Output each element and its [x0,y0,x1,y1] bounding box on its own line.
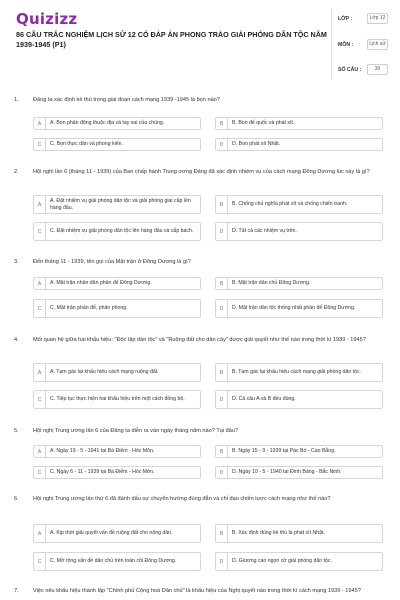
answer-option-d[interactable]: D D. Bọn phát xít Nhật. [215,138,383,151]
question-count-value: 30 [367,64,388,75]
answer-option-a[interactable]: A A. Đặt nhiệm vụ giải phóng dân tộc và giải phóng giai cấp lên hàng đầu. [33,195,201,214]
worksheet-header [0,0,400,84]
question-number: 6. [14,496,19,502]
question-text: Hội nghị Trung ương lần thứ 6 đã đánh dấu sự chuyển hướng đúng đắn và chỉ đạo chiến lược cách mạng như thế nào? [33,496,331,502]
question-text: Hội nghị lần 6 (tháng 11 - 1939) của Ban chấp hành Trung ương Đảng đã xác định nhiệm vụ của cách mạng Đông Dương lúc này là gì? [33,169,370,175]
question-number: 7. [14,588,19,594]
answer-option-c[interactable]: C C. Tiếp tục thực hiện hai khẩu hiệu trên một cách đồng bộ. [33,390,201,409]
answer-option-d[interactable]: D D. Mặt trận dân tộc thống nhất phản đế Đông Dương. [215,299,383,318]
answer-option-d[interactable]: D D. Cả câu A và B đều đúng. [215,390,383,409]
answer-option-d[interactable]: D D. Ngày 10 - 5 - 1940 tại Đình Bảng - Bắc Ninh. [215,466,383,479]
header-divider [331,8,332,80]
quizizz-logo: Quizizz [16,10,78,28]
question-number: 2. [14,169,19,175]
answer-option-a[interactable]: A A. Ngày 19 - 5 - 1941 tại Bà Điểm - Hóc Môn. [33,445,201,458]
question-text: Việc nêu khẩu hiệu thành lập "Chính phủ Cộng hoà Dân chủ" là khẩu hiệu của Nghị quyết nào trong thời kì cách mạng 1939 - 1945? [33,588,361,594]
question-number: 5. [14,428,19,434]
answer-option-a[interactable]: A A. Kịp thời giải quyết vấn đề ruộng đất cho nông dân. [33,524,201,543]
subject-label: MÔN : [338,42,354,48]
answer-option-b[interactable]: B B. Bọn đế quốc và phát xít. [215,117,383,130]
subject-value: Lịch sử [367,39,388,50]
answer-option-b[interactable]: B B. Xác định đúng kẻ thù là phát xít Nhật. [215,524,383,543]
question-count-label: SỐ CÂU : [338,67,362,73]
answer-option-b[interactable]: B B. Ngày 15 - 9 - 1939 tại Pác Bó - Cao Bằng. [215,445,383,458]
question-number: 1. [14,97,19,103]
answer-option-a[interactable]: A A. Bọn phản động thuộc địa và tay sai của chúng. [33,117,201,130]
answer-option-c[interactable]: C C. Ngày 6 - 11 - 1939 tại Bà Điểm - Hóc Môn. [33,466,201,479]
answer-option-b[interactable]: B B. Mặt trận dân chủ Đông Dương. [215,277,383,290]
question-text: Đảng ta xác định kẻ thù trong giai đoạn cách mạng 1939 -1945 là bọn nào? [33,97,220,103]
answer-option-a[interactable]: A A. Mặt trận nhân dân phản đế Đông Dương. [33,277,201,290]
answer-option-c[interactable]: C C. Bọn thực dân và phong kiến. [33,138,201,151]
class-value: Lớp 12 [367,13,388,24]
answer-option-b[interactable]: B B. Tạm gác lại khẩu hiệu cách mạng giải phóng dân tộc. [215,363,383,382]
answer-option-c[interactable]: C C. Đặt nhiệm vụ giải phóng dân tộc lên hàng đầu và cấp bách. [33,222,201,241]
answer-option-c[interactable]: C C. Mở rộng vấn đề dân chủ trên toàn cõi Đông Dương. [33,552,201,571]
question-text: Mối quan hệ giữa hai khẩu hiệu: "Độc lập dân tộc" và "Ruộng đất cho dân cày" được giải quyết như thế nào trong thời kì 1939 - 1945? [33,337,366,343]
question-text: Đến tháng 11 - 1939, tên gọi của Mặt trận ở Đông Dương là gì? [33,259,191,265]
answer-option-b[interactable]: B B. Chống chủ nghĩa phát xít và chống chiến tranh. [215,195,383,214]
question-number: 4. [14,337,19,343]
question-number: 3. [14,259,19,265]
answer-option-d[interactable]: D D. Tất cả các nhiệm vụ trên. [215,222,383,241]
page-title: 86 CÂU TRẮC NGHIỆM LỊCH SỬ 12 CÓ ĐÁP ÁN PHONG TRÀO GIẢI PHÓNG DÂN TỘC NĂM 1939-1945 (P1) [16,30,327,49]
question-text: Hội nghị Trung ương lần 6 của Đảng ta diễn ra vào ngày tháng năm nào? Tại đâu? [33,428,239,434]
class-label: LỚP : [338,16,353,22]
answer-option-a[interactable]: A A. Tạm gác lại khẩu hiệu cách mạng ruộng đất. [33,363,201,382]
answer-option-d[interactable]: D D. Giương cao ngọn cờ giải phóng dân tộc. [215,552,383,571]
answer-option-c[interactable]: C C. Mặt trận phản đế, phản phong. [33,299,201,318]
